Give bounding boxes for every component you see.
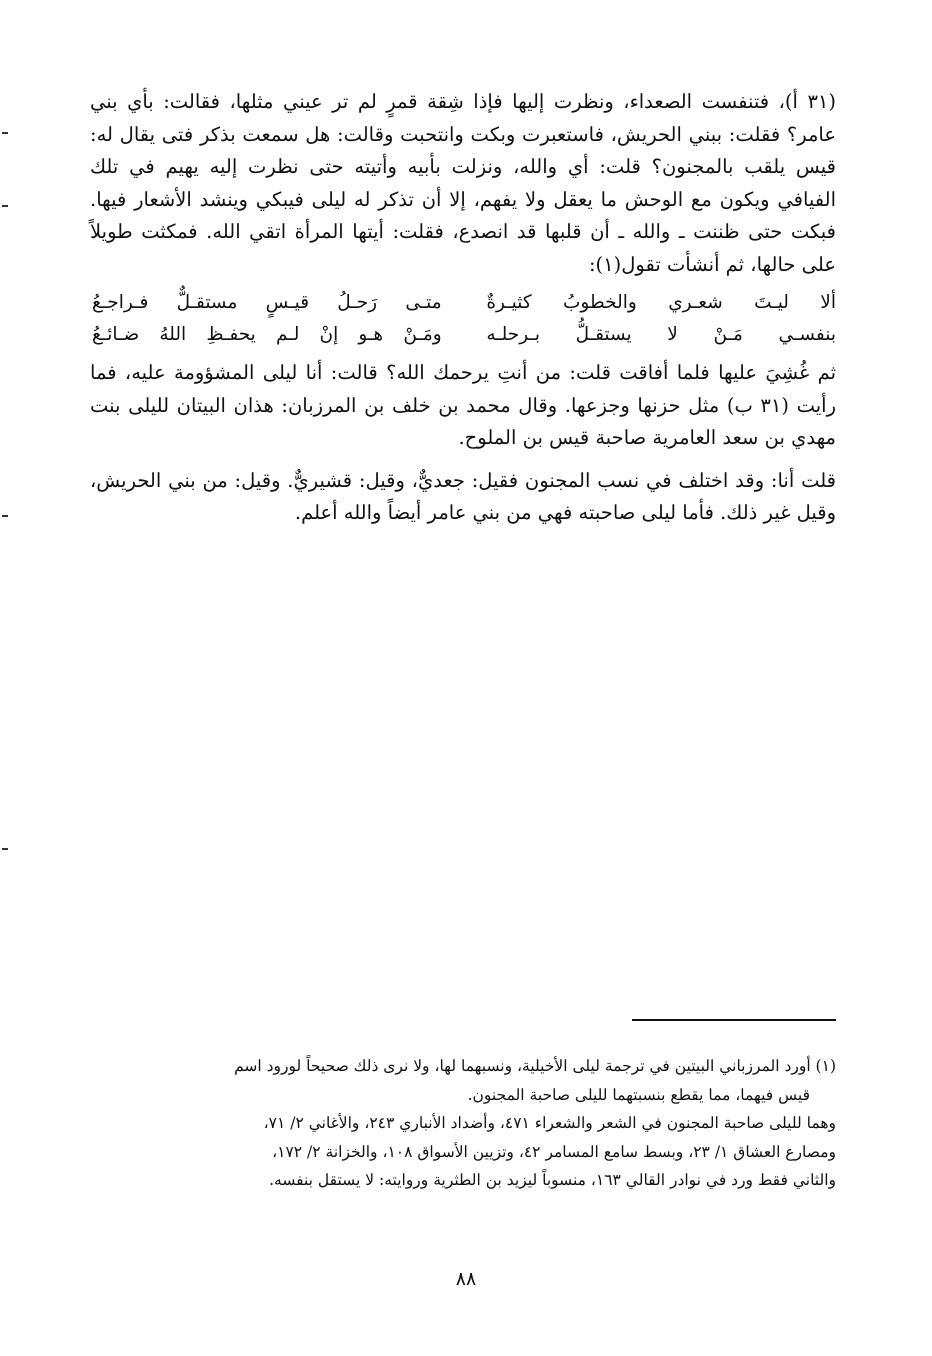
scan-edge-mark [2, 132, 8, 134]
main-text [90, 86, 836, 530]
poem [90, 287, 836, 351]
paragraph-1: (٣١ أ)، فتنفست الصعداء، ونظرت إليها فإذا شِقة قمرٍ لم تر عيني مثلها، فقالت: بأي بني عامر؟ فقلت: ببني الحريش، فاستعبرت وبكت وانتحبت وقالت: هل سمعت بذكر فتى يقال له: قيس يلقب بالمجنون؟ قلت: أي والله، ونزلت بأبيه وأتيته حتى نظرت إليه يهيم في تلك الفيافي ويكون مع الوحش ما يعقل ولا يفهم، إلا أن تذكر له ليلى فيبكي وينشد الأشعار فيها. فبكت حتى ظننت ـ والله ـ أن قلبها قد انصدع، فقلت: أيتها المرأة اتقي الله. فمكثت طويلاً على حالها، ثم أنشأت تقول(١): [90, 90, 836, 276]
verse-2-second-hemistich: ومَـنْ هـو إنْ لـم يحفـظِ اللهُ ضـائـعُ [92, 324, 442, 345]
footnote-line: قيس فيهما، مما يقطع بنسبتهما لليلى صاحبة المجنون. [467, 1085, 810, 1104]
page-number: ٨٨ [455, 1268, 477, 1290]
paragraph-3: قلت أنا: وقد اختلف في نسب المجنون فقيل: جعديٌّ، وقيل: قشيريٌّ. وقيل: من بني الحريش، وقيل غير ذلك. فأما ليلى صاحبته فهي من بني عامر أيضاً والله أعلم. [90, 468, 836, 524]
verse-1 [90, 287, 836, 319]
verse-1-second-hemistich: متـى رَحـلُ قيـسٍ مستقـلٌّ فـراجـعُ [92, 292, 442, 313]
scan-edge-mark [2, 515, 8, 517]
verse-1-first-hemistich: ألا ليـتَ شعـري والخطوبُ كثيـرةٌ [486, 292, 836, 313]
scan-edge-mark [2, 848, 8, 850]
verse-2-first-hemistich: بنفسـي مَـنْ لا يستقـلُّ بـرحلـه [486, 324, 836, 345]
footnote-line: والثاني فقط ورد في نوادر القالي ١٦٣، منسوباً ليزيد بن الطثرية وروايته: لا يستقل بنفسه. [269, 1171, 836, 1189]
paragraph-2: ثم غُشِيَ عليها فلما أفاقت قلت: من أنتِ يرحمك الله؟ قالت: أنا ليلى المشؤومة عليه، فما رأيت (٣١ ب) مثل حزنها وجزعها. وقال محمد بن خلف بن المرزبان: هذان البيتان لليلى بنت مهدي بن سعد العامرية صاحبة قيس بن الملوح. [90, 361, 836, 449]
verse-2 [90, 319, 836, 351]
footnote-line: (١) أورد المرزباني البيتين في ترجمة ليلى الأخيلية، ونسبهما لها، ولا نرى ذلك صحيحاً لورود اسم [234, 1057, 836, 1075]
scan-edge-mark [2, 205, 8, 207]
footnotes [80, 1052, 836, 1195]
footnote-separator [632, 1019, 836, 1021]
footnote-line: وهما لليلى صاحبة المجنون في الشعر والشعراء ٤٧١، وأضداد الأنباري ٢٤٣، والأغاني ٢/ ٧١، [263, 1114, 836, 1132]
footnote-line: ومصارع العشاق ١/ ٢٣، وبسط سامع المسامر ٤٢، وتزيين الأسواق ١٠٨، والخزانة ٢/ ١٧٢، [272, 1142, 836, 1161]
